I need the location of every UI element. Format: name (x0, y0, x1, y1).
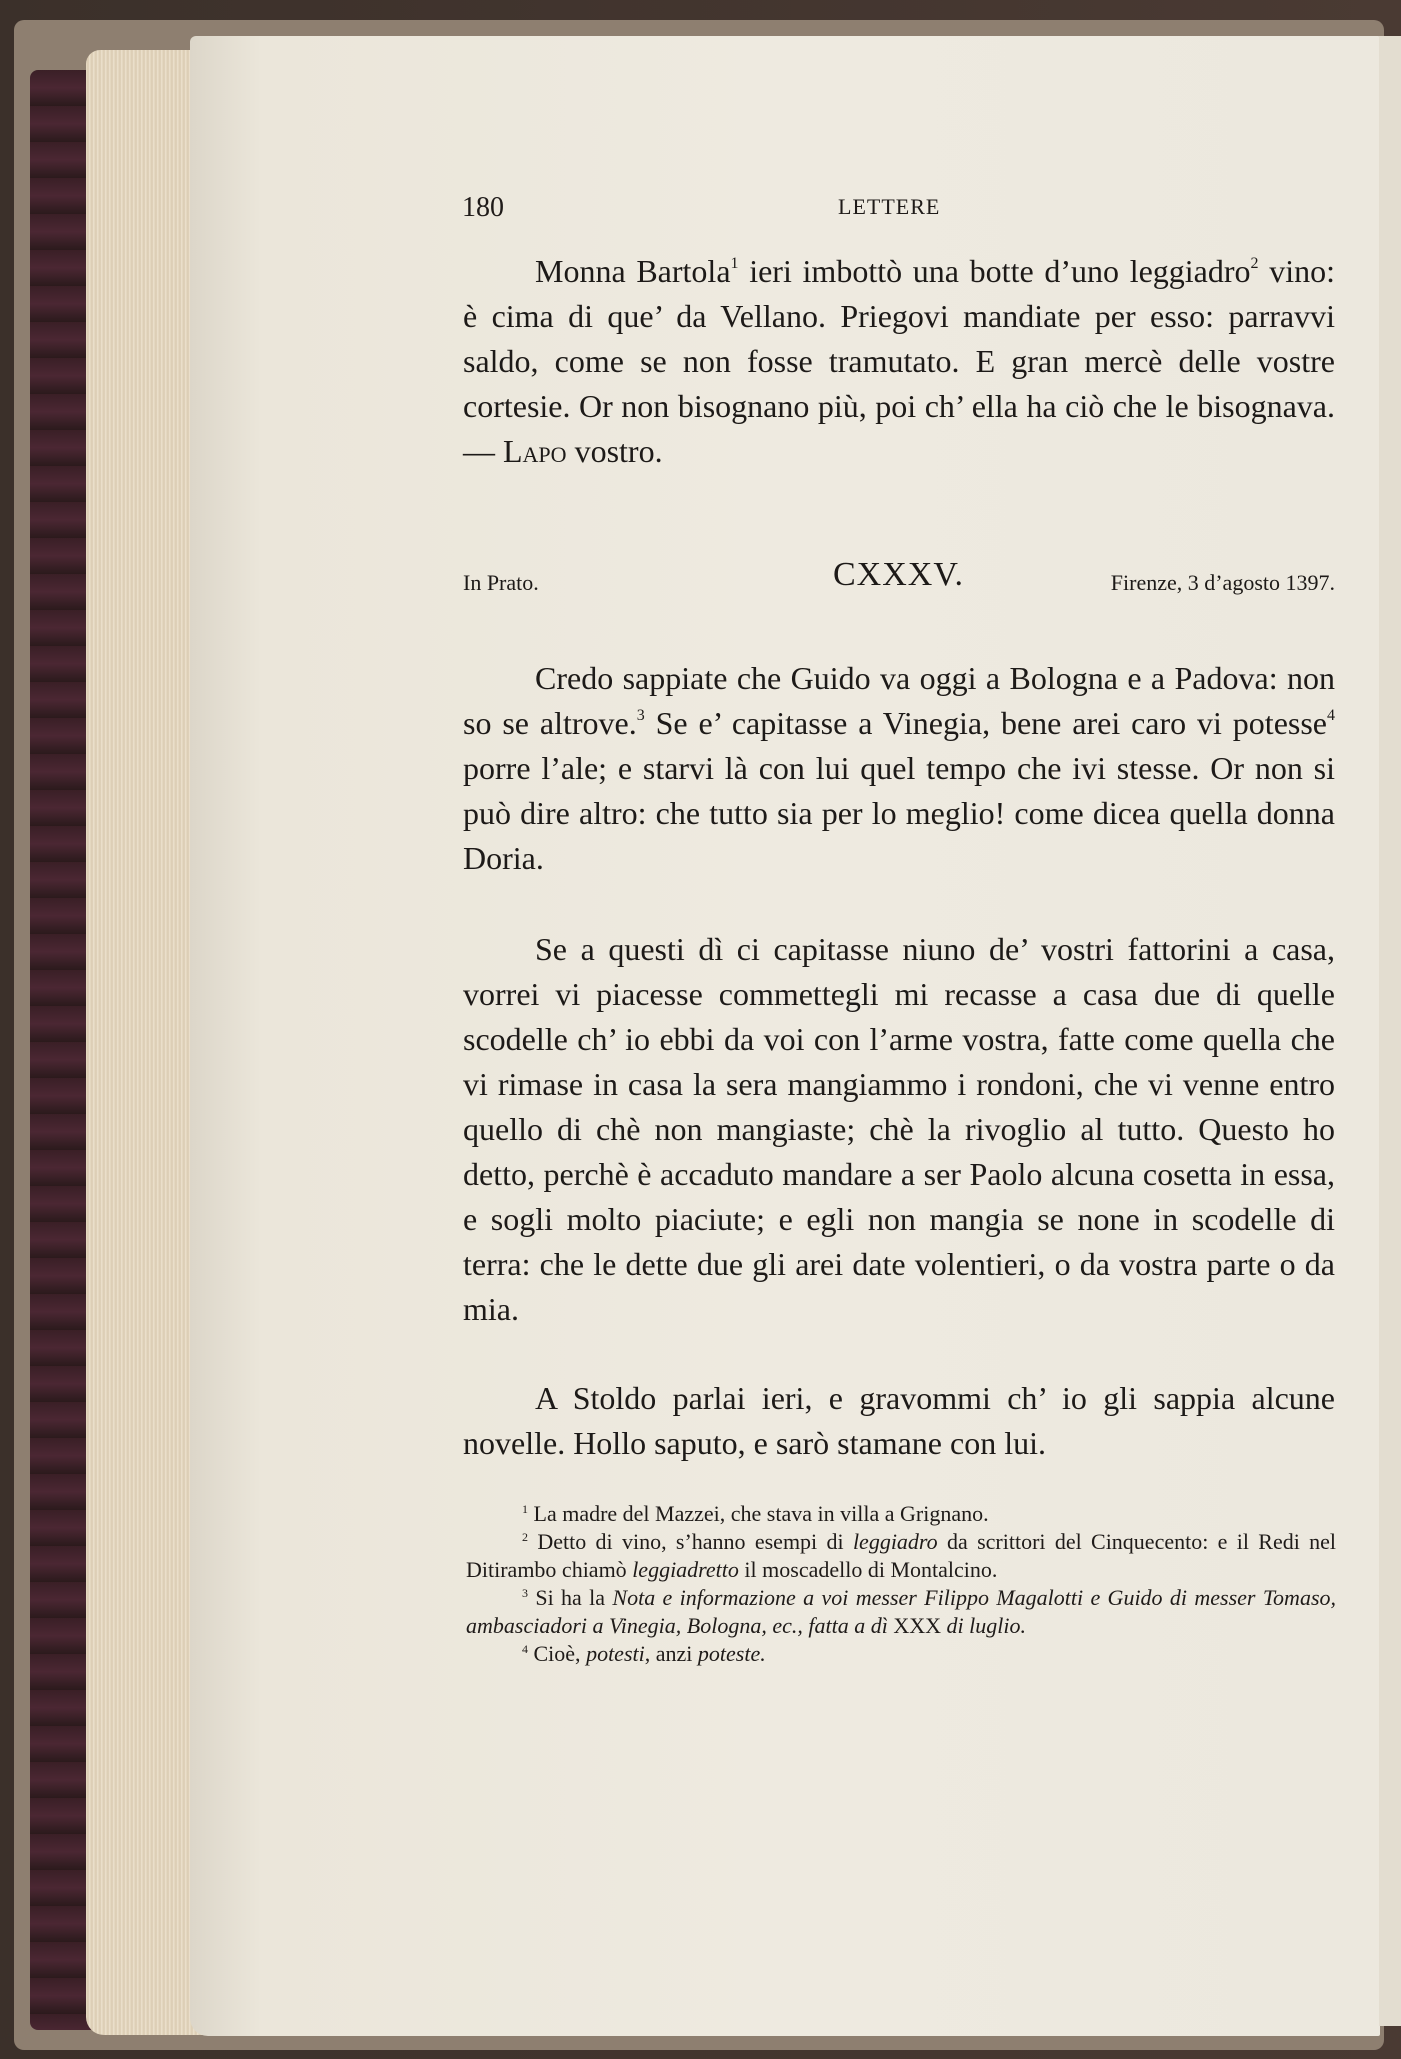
footnote-3: $^3$ Si ha la Nota e informazione a voi messer Filippo Magalotti e Guido di messer Tomaso, ambasciadori a Vinegia, Bologna, ec., fatta a dì XXX di luglio. (466, 1585, 1336, 1638)
page-header (462, 192, 1336, 232)
paragraph-stoldo: A Stoldo parlai ieri, e gravommi ch’ io gli sappia alcune novelle. Hollo saputo, e sarò stamane con lui. (463, 1380, 1335, 1461)
footnotes (466, 1500, 1336, 1668)
letter-heading (463, 556, 1335, 606)
footnote-ref-4: 4 (1327, 707, 1336, 724)
letter-place-date: Firenze, 3 d’agosto 1397. (1110, 570, 1335, 595)
letter-number: CXXXV. (833, 556, 965, 593)
paragraph-previous-letter-end: Monna Bartola$^1$ ieri imbottò una botte d’uno leggiadro$^2$ vino: è cima di que’ da Vellano. Priegovi mandiate per esso: parravvi saldo, come se non fosse tramutato. E gran mercè delle vostre cortesie. Or non bisognano più, poi ch’ ella ha ciò che le bisognava. — Lapo vostro. (463, 253, 1336, 469)
facing-page-edge (1379, 36, 1401, 2026)
paragraph-guido: Credo sappiate che Guido va oggi a Bologna e a Padova: non so se altrove.$^3$ Se e’ capitasse a Vinegia, bene arei caro vi potesse$^4$ porre l’ale; e starvi là con lui quel tempo che ivi stesse. Or non si può dire altro: che tutto sia per lo meglio! come dicea quella donna Doria. (463, 660, 1336, 876)
footnote-ref-2: 2 (1250, 255, 1259, 272)
letter-recipient-place: In Prato. (463, 570, 539, 595)
footnote-2: $^2$ Detto di vino, s’hanno esempi di leggiadro da scrittori del Cinquecento: e il Redi nel Ditirambo chiamò leggiadretto il moscadello di Montalcino. (466, 1529, 1337, 1582)
page-block-edge (86, 50, 206, 2035)
footnote-ref-3: 3 (636, 707, 645, 724)
page-number: 180 (462, 192, 504, 223)
running-title: LETTERE (838, 194, 941, 219)
signature: Lapo (503, 433, 567, 469)
paragraph-scodelle: Se a questi dì ci capitasse niuno de’ vostri fattorini a casa, vorrei vi piacesse commettegli mi recasse a casa due di quelle scodelle ch’ io ebbi da voi con l’arme vostra, fatte come quella che vi rimase in casa la sera mangiammo i rondoni, che vi venne entro quello di chè non mangiaste; chè la rivoglio al tutto. Questo ho detto, perchè è accaduto mandare a ser Paolo alcuna cosetta in essa, e sogli molto piaciute; e egli non mangia se none in scodelle di terra: che le dette due gli arei date volentieri, o da vostra parte o da mia. (463, 931, 1335, 1327)
footnote-ref-1: 1 (730, 255, 739, 272)
footnote-4: $^4$ Cioè, potesti, anzi poteste. (522, 1641, 766, 1666)
footnote-1: $^1$ La madre del Mazzei, che stava in villa a Grignano. (522, 1501, 989, 1526)
